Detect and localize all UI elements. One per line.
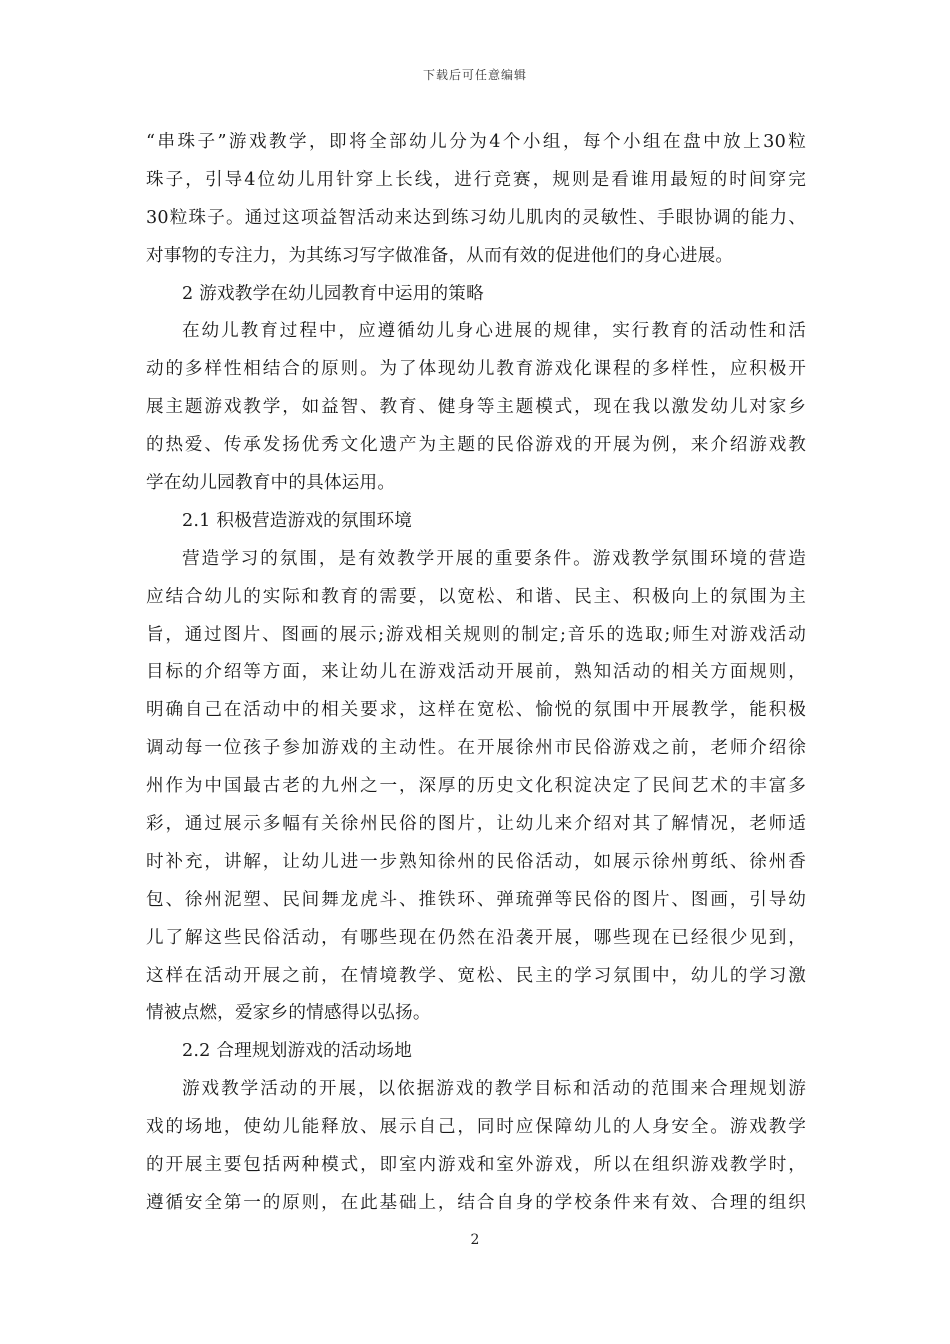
text-line: 旨，通过图片、图画的展示;游戏相关规则的制定;音乐的选取;师生对游戏活动 <box>146 624 806 645</box>
text-line: 明确自己在活动中的相关要求，这样在宽松、愉悦的氛围中开展教学，能积极 <box>146 700 806 721</box>
text-line: 包、徐州泥塑、民间舞龙虎斗、推铁环、弹琉弹等民俗的图片、图画，引导幼 <box>146 889 806 910</box>
text-line: 的开展主要包括两种模式，即室内游戏和室外游戏，所以在组织游戏教学时， <box>146 1155 806 1176</box>
text-line: 营造学习的氛围，是有效教学开展的重要条件。游戏教学氛围环境的营造 <box>182 548 806 569</box>
text-line: 展主题游戏教学，如益智、教育、健身等主题模式，现在我以激发幼儿对家乡 <box>146 397 806 418</box>
text-line: 彩，通过展示多幅有关徐州民俗的图片，让幼儿来介绍对其了解情况，老师适 <box>146 814 806 835</box>
text-line: 时补充，讲解，让幼儿进一步熟知徐州的民俗活动，如展示徐州剪纸、徐州香 <box>146 851 806 872</box>
text-line: 对事物的专注力，为其练习写字做准备，从而有效的促进他们的身心进展。 <box>146 245 734 266</box>
section-heading: 2.2 合理规划游戏的活动场地 <box>182 1041 413 1062</box>
text-line: 珠子，引导4位幼儿用针穿上长线，进行竞赛，规则是看谁用最短的时间穿完 <box>146 169 806 190</box>
text-line: 动的多样性相结合的原则。为了体现幼儿教育游戏化课程的多样性，应积极开 <box>146 359 806 380</box>
text-line: 学在幼儿园教育中的具体运用。 <box>146 473 396 494</box>
text-line: 应结合幼儿的实际和教育的需要，以宽松、和谐、民主、积极向上的氛围为主 <box>146 586 806 607</box>
text-line: 情被点燃，爱家乡的情感得以弘扬。 <box>146 1003 431 1024</box>
text-line: 调动每一位孩子参加游戏的主动性。在开展徐州市民俗游戏之前，老师介绍徐 <box>146 738 806 759</box>
text-line: 儿了解这些民俗活动，有哪些现在仍然在沿袭开展，哪些现在已经很少见到， <box>146 927 806 948</box>
text-line: 戏的场地，使幼儿能释放、展示自己，同时应保障幼儿的人身安全。游戏教学 <box>146 1117 806 1138</box>
page-header-note: 下载后可任意编辑 <box>422 68 527 82</box>
text-line: 遵循安全第一的原则，在此基础上，结合自身的学校条件来有效、合理的组织 <box>146 1192 806 1213</box>
text-line: 的热爱、传承发扬优秀文化遗产为主题的民俗游戏的开展为例，来介绍游戏教 <box>146 435 806 456</box>
text-line: 游戏教学活动的开展，以依据游戏的教学目标和活动的范围来合理规划游 <box>182 1079 806 1100</box>
text-line: 30粒珠子。通过这项益智活动来达到练习幼儿肌肉的灵敏性、手眼协调的能力、 <box>146 207 806 228</box>
document-body <box>146 124 806 1223</box>
page-number: 2 <box>470 1232 480 1248</box>
text-line: 目标的介绍等方面，来让幼儿在游戏活动开展前，熟知活动的相关方面规则， <box>146 662 806 683</box>
text-line: “串珠子”游戏教学，即将全部幼儿分为4个小组，每个小组在盘中放上30粒 <box>146 132 806 152</box>
text-line: 在幼儿教育过程中，应遵循幼儿身心进展的规律，实行教育的活动性和活 <box>182 321 806 342</box>
text-line: 这样在活动开展之前，在情境教学、宽松、民主的学习氛围中，幼儿的学习激 <box>146 965 806 986</box>
section-heading: 2.1 积极营造游戏的氛围环境 <box>182 510 413 531</box>
section-heading: 2 游戏教学在幼儿园教育中运用的策略 <box>182 283 484 304</box>
text-line: 州作为中国最古老的九州之一，深厚的历史文化积淀决定了民间艺术的丰富多 <box>146 776 806 797</box>
